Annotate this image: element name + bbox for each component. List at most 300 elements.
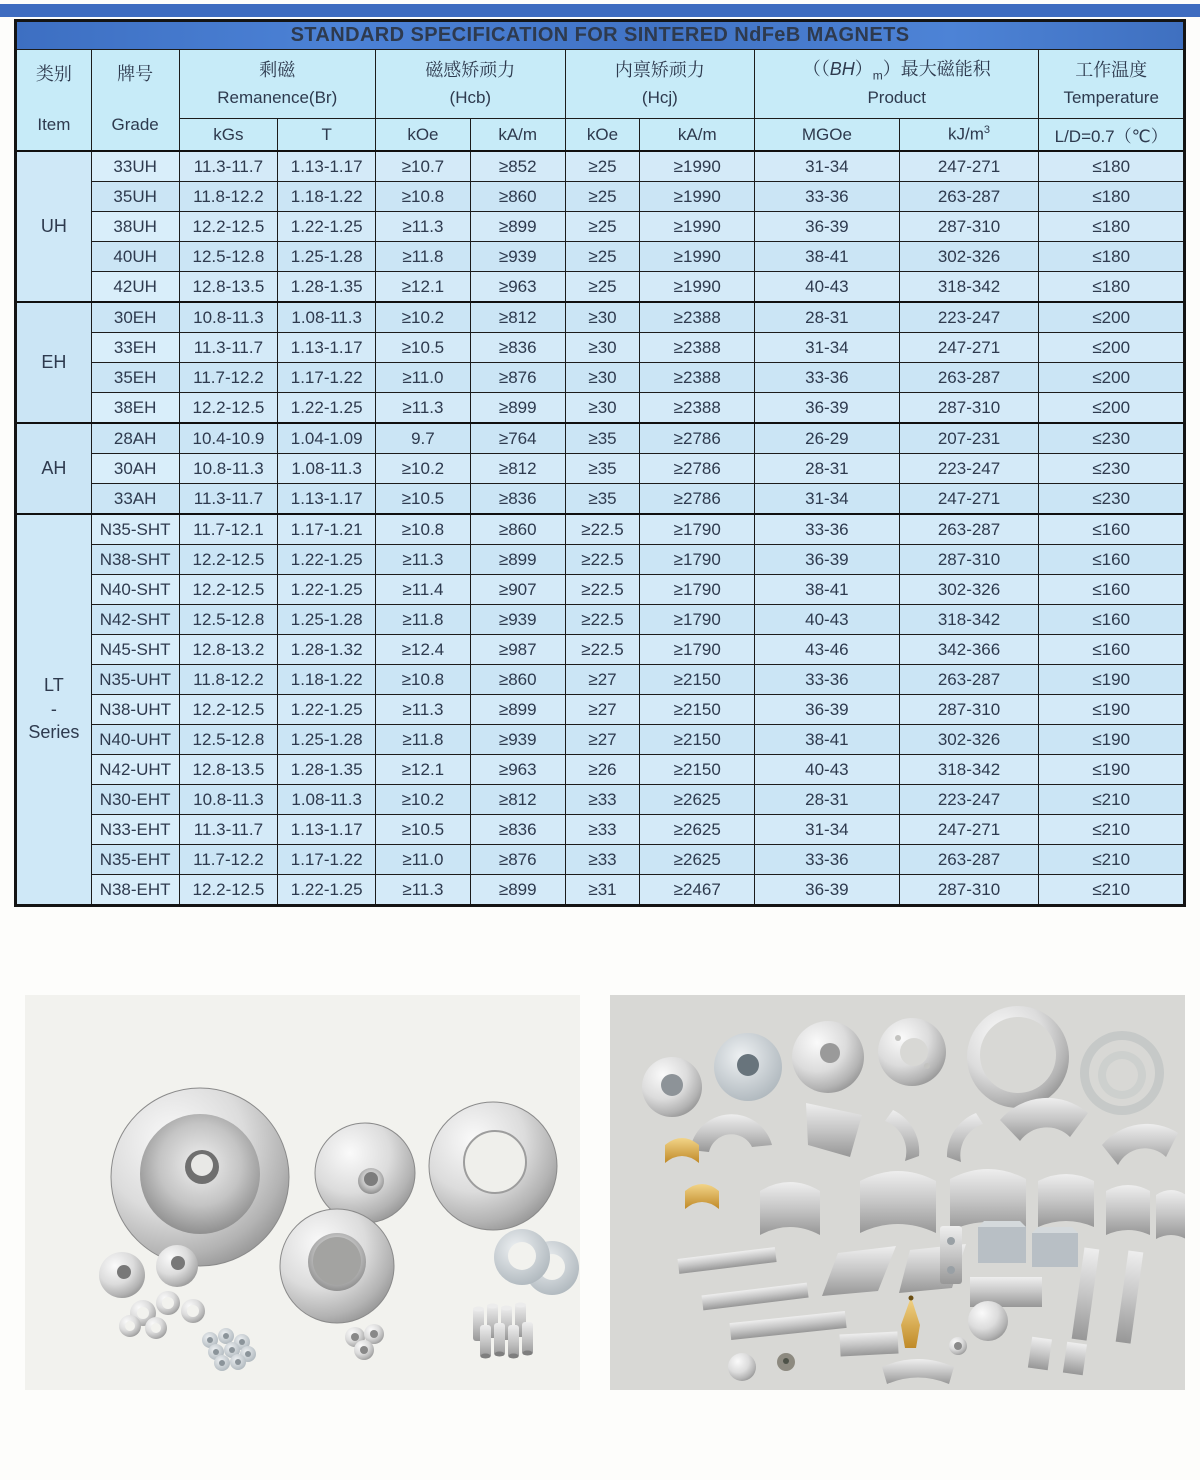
t-cell: 1.25-1.28 bbox=[278, 725, 376, 755]
item-label-en: Item bbox=[37, 115, 71, 135]
hcb-kam-cell: ≥812 bbox=[470, 302, 565, 333]
hcb-koe-cell: ≥11.8 bbox=[376, 725, 471, 755]
spec-row bbox=[16, 363, 1185, 393]
grade-cell: 35UH bbox=[91, 182, 179, 212]
grade-cell: 42UH bbox=[91, 272, 179, 303]
hcb-kam-cell: ≥876 bbox=[470, 363, 565, 393]
hcj-kam-cell: ≥2388 bbox=[640, 333, 755, 363]
item-group-cell bbox=[16, 514, 92, 906]
hcb-koe-cell: ≥11.0 bbox=[376, 363, 471, 393]
col-header-item bbox=[16, 50, 92, 152]
hcb-koe-cell: ≥11.4 bbox=[376, 575, 471, 605]
hcj-kam-cell: ≥1790 bbox=[640, 635, 755, 665]
hcj-koe-cell: ≥27 bbox=[565, 695, 640, 725]
mgoe-cell: 33-36 bbox=[755, 182, 900, 212]
temp-cell: ≤180 bbox=[1039, 272, 1185, 303]
kjm3-cell: 263-287 bbox=[899, 182, 1039, 212]
remanence-label-zh: 剩磁 bbox=[259, 59, 296, 80]
hcj-kam-cell: ≥2388 bbox=[640, 393, 755, 424]
hcb-kam-cell: ≥876 bbox=[470, 845, 565, 875]
hcj-kam-cell: ≥2625 bbox=[640, 785, 755, 815]
hcb-kam-cell: ≥860 bbox=[470, 514, 565, 545]
grade-cell: N42-UHT bbox=[91, 755, 179, 785]
mgoe-cell: 31-34 bbox=[755, 333, 900, 363]
unit-hcb-kam: kA/m bbox=[470, 119, 565, 151]
t-cell: 1.17-1.22 bbox=[278, 363, 376, 393]
hcb-kam-cell: ≥987 bbox=[470, 635, 565, 665]
item-group-cell bbox=[16, 151, 92, 302]
grade-cell: 33UH bbox=[91, 151, 179, 182]
mgoe-cell: 40-43 bbox=[755, 755, 900, 785]
hcj-koe-cell: ≥22.5 bbox=[565, 545, 640, 575]
t-cell: 1.22-1.25 bbox=[278, 875, 376, 906]
hcj-kam-cell: ≥2150 bbox=[640, 665, 755, 695]
kjm3-cell: 318-342 bbox=[899, 755, 1039, 785]
spec-row bbox=[16, 845, 1185, 875]
t-cell: 1.22-1.25 bbox=[278, 575, 376, 605]
table-title: STANDARD SPECIFICATION FOR SINTERED NdFeB MAGNETS bbox=[16, 21, 1185, 50]
t-cell: 1.13-1.17 bbox=[278, 815, 376, 845]
hcj-kam-cell: ≥1990 bbox=[640, 151, 755, 182]
spec-row bbox=[16, 302, 1185, 333]
kgs-cell: 12.8-13.2 bbox=[179, 635, 278, 665]
hcb-koe-cell: ≥10.8 bbox=[376, 665, 471, 695]
unit-hcb-koe: kOe bbox=[376, 119, 471, 151]
hcj-kam-cell: ≥2467 bbox=[640, 875, 755, 906]
mgoe-cell: 43-46 bbox=[755, 635, 900, 665]
hcj-kam-cell: ≥2388 bbox=[640, 363, 755, 393]
hcb-kam-cell: ≥939 bbox=[470, 605, 565, 635]
hcj-kam-cell: ≥1990 bbox=[640, 242, 755, 272]
unit-mgoe: MGOe bbox=[755, 119, 900, 151]
product-label-zh: $((BH)_m)$最大磁能积 bbox=[802, 59, 991, 83]
spec-row bbox=[16, 242, 1185, 272]
grade-cell: N35-UHT bbox=[91, 665, 179, 695]
countersunk-disc-magnet-large bbox=[111, 1088, 289, 1266]
kgs-cell: 12.8-13.5 bbox=[179, 272, 278, 303]
spec-table-body bbox=[16, 151, 1185, 906]
kgs-cell: 11.7-12.2 bbox=[179, 363, 278, 393]
hcb-kam-cell: ≥939 bbox=[470, 242, 565, 272]
ring-magnet-large bbox=[429, 1102, 557, 1230]
hcj-kam-cell: ≥1790 bbox=[640, 514, 755, 545]
item-label-zh: 类别 bbox=[35, 64, 72, 85]
temp-cell: ≤160 bbox=[1039, 545, 1185, 575]
mgoe-cell: 33-36 bbox=[755, 665, 900, 695]
grade-cell: N33-EHT bbox=[91, 815, 179, 845]
hcb-kam-cell: ≥852 bbox=[470, 151, 565, 182]
hcb-koe-cell: ≥10.2 bbox=[376, 302, 471, 333]
hcj-kam-cell: ≥2625 bbox=[640, 845, 755, 875]
temp-cell: ≤160 bbox=[1039, 514, 1185, 545]
hcb-koe-cell: ≥11.8 bbox=[376, 605, 471, 635]
nickel-plated-ring-and-disc-magnets-photo bbox=[25, 995, 580, 1390]
kgs-cell: 11.3-11.7 bbox=[179, 815, 278, 845]
kgs-cell: 10.4-10.9 bbox=[179, 423, 278, 454]
hcb-koe-cell: ≥11.3 bbox=[376, 545, 471, 575]
mgoe-cell: 38-41 bbox=[755, 725, 900, 755]
hcb-kam-cell: ≥812 bbox=[470, 454, 565, 484]
temp-cell: ≤200 bbox=[1039, 302, 1185, 333]
hcb-koe-cell: ≥10.8 bbox=[376, 514, 471, 545]
hcj-koe-cell: ≥27 bbox=[565, 725, 640, 755]
hcb-kam-cell: ≥764 bbox=[470, 423, 565, 454]
spec-row bbox=[16, 454, 1185, 484]
temp-cell: ≤180 bbox=[1039, 212, 1185, 242]
hcb-koe-cell: ≥10.7 bbox=[376, 151, 471, 182]
unit-hcj-koe: kOe bbox=[565, 119, 640, 151]
mgoe-cell: 36-39 bbox=[755, 875, 900, 906]
kgs-cell: 11.7-12.1 bbox=[179, 514, 278, 545]
grade-cell: 38UH bbox=[91, 212, 179, 242]
item-group-label: - bbox=[50, 698, 57, 719]
item-group-cell bbox=[16, 423, 92, 514]
spec-row bbox=[16, 514, 1185, 545]
t-cell: 1.04-1.09 bbox=[278, 423, 376, 454]
kjm3-cell: 302-326 bbox=[899, 575, 1039, 605]
hcb-label-en: (Hcb) bbox=[449, 87, 492, 107]
t-cell: 1.22-1.25 bbox=[278, 545, 376, 575]
hcj-kam-cell: ≥2150 bbox=[640, 755, 755, 785]
hcj-kam-cell: ≥2786 bbox=[640, 484, 755, 515]
hcj-koe-cell: ≥33 bbox=[565, 785, 640, 815]
hcj-kam-cell: ≥2388 bbox=[640, 302, 755, 333]
temp-cell: ≤210 bbox=[1039, 815, 1185, 845]
page-top-border bbox=[0, 4, 1200, 17]
temp-cell: ≤160 bbox=[1039, 635, 1185, 665]
grade-cell: N38-UHT bbox=[91, 695, 179, 725]
hcj-koe-cell: ≥25 bbox=[565, 212, 640, 242]
mgoe-cell: 31-34 bbox=[755, 815, 900, 845]
hcj-kam-cell: ≥1790 bbox=[640, 605, 755, 635]
hcj-label-en: (Hcj) bbox=[641, 87, 678, 107]
mgoe-cell: 40-43 bbox=[755, 605, 900, 635]
kgs-cell: 12.2-12.5 bbox=[179, 545, 278, 575]
t-cell: 1.08-11.3 bbox=[278, 302, 376, 333]
spec-row bbox=[16, 333, 1185, 363]
hcj-kam-cell: ≥2625 bbox=[640, 815, 755, 845]
spec-row bbox=[16, 755, 1185, 785]
temp-cell: ≤210 bbox=[1039, 785, 1185, 815]
spec-row bbox=[16, 785, 1185, 815]
col-header-grade bbox=[91, 50, 179, 152]
spec-row bbox=[16, 605, 1185, 635]
temp-cell: ≤200 bbox=[1039, 333, 1185, 363]
hcj-koe-cell: ≥35 bbox=[565, 454, 640, 484]
kjm3-cell: 223-247 bbox=[899, 302, 1039, 333]
grade-label-zh: 牌号 bbox=[117, 64, 154, 85]
hcb-koe-cell: ≥10.5 bbox=[376, 815, 471, 845]
temp-cell: ≤160 bbox=[1039, 605, 1185, 635]
t-cell: 1.13-1.17 bbox=[278, 151, 376, 182]
temp-cell: ≤180 bbox=[1039, 242, 1185, 272]
grade-cell: N45-SHT bbox=[91, 635, 179, 665]
kgs-cell: 12.2-12.5 bbox=[179, 212, 278, 242]
spec-row bbox=[16, 725, 1185, 755]
grade-cell: 35EH bbox=[91, 363, 179, 393]
hcj-koe-cell: ≥22.5 bbox=[565, 605, 640, 635]
mgoe-cell: 33-36 bbox=[755, 363, 900, 393]
t-cell: 1.25-1.28 bbox=[278, 242, 376, 272]
kgs-cell: 10.8-11.3 bbox=[179, 454, 278, 484]
kjm3-cell: 247-271 bbox=[899, 151, 1039, 182]
grade-cell: N38-SHT bbox=[91, 545, 179, 575]
kgs-cell: 11.8-12.2 bbox=[179, 182, 278, 212]
unit-ld-temp: L/D=0.7（℃） bbox=[1039, 119, 1185, 151]
kgs-cell: 11.3-11.7 bbox=[179, 484, 278, 515]
mgoe-cell: 36-39 bbox=[755, 393, 900, 424]
hcb-koe-cell: ≥10.5 bbox=[376, 333, 471, 363]
item-group-label: AH bbox=[41, 457, 67, 478]
kgs-cell: 12.2-12.5 bbox=[179, 575, 278, 605]
hcb-koe-cell: ≥11.3 bbox=[376, 212, 471, 242]
kgs-cell: 12.5-12.8 bbox=[179, 725, 278, 755]
mgoe-cell: 36-39 bbox=[755, 695, 900, 725]
spec-row bbox=[16, 545, 1185, 575]
item-group-label: UH bbox=[40, 215, 67, 236]
spec-row bbox=[16, 484, 1185, 515]
hcb-kam-cell: ≥899 bbox=[470, 212, 565, 242]
mgoe-cell: 36-39 bbox=[755, 545, 900, 575]
temperature-label-en: Temperature bbox=[1063, 87, 1159, 107]
hcb-kam-cell: ≥836 bbox=[470, 333, 565, 363]
spec-row bbox=[16, 875, 1185, 906]
t-cell: 1.08-11.3 bbox=[278, 454, 376, 484]
temp-cell: ≤210 bbox=[1039, 845, 1185, 875]
hcj-koe-cell: ≥30 bbox=[565, 363, 640, 393]
kgs-cell: 12.5-12.8 bbox=[179, 605, 278, 635]
mgoe-cell: 26-29 bbox=[755, 423, 900, 454]
hcj-koe-cell: ≥22.5 bbox=[565, 635, 640, 665]
hcj-koe-cell: ≥33 bbox=[565, 845, 640, 875]
unit-kjm3: $kJ/m^3$ bbox=[899, 119, 1039, 151]
spec-row bbox=[16, 393, 1185, 424]
hcb-koe-cell: 9.7 bbox=[376, 423, 471, 454]
hcb-koe-cell: ≥10.2 bbox=[376, 785, 471, 815]
t-cell: 1.13-1.17 bbox=[278, 484, 376, 515]
kjm3-cell: 263-287 bbox=[899, 514, 1039, 545]
hcj-koe-cell: ≥30 bbox=[565, 393, 640, 424]
hcj-koe-cell: ≥25 bbox=[565, 242, 640, 272]
kjm3-cell: 287-310 bbox=[899, 212, 1039, 242]
kgs-cell: 11.3-11.7 bbox=[179, 333, 278, 363]
mgoe-cell: 36-39 bbox=[755, 212, 900, 242]
grade-cell: N40-SHT bbox=[91, 575, 179, 605]
hcb-kam-cell: ≥939 bbox=[470, 725, 565, 755]
hcb-koe-cell: ≥12.4 bbox=[376, 635, 471, 665]
temp-cell: ≤230 bbox=[1039, 454, 1185, 484]
disc-magnet-with-hole bbox=[315, 1123, 415, 1223]
hcj-kam-cell: ≥2150 bbox=[640, 725, 755, 755]
temperature-label-zh: 工作温度 bbox=[1075, 59, 1148, 80]
hcj-kam-cell: ≥1790 bbox=[640, 575, 755, 605]
hcj-koe-cell: ≥30 bbox=[565, 302, 640, 333]
hcj-koe-cell: ≥22.5 bbox=[565, 514, 640, 545]
mgoe-cell: 28-31 bbox=[755, 454, 900, 484]
kgs-cell: 12.5-12.8 bbox=[179, 242, 278, 272]
t-cell: 1.22-1.25 bbox=[278, 695, 376, 725]
kjm3-cell: 302-326 bbox=[899, 725, 1039, 755]
t-cell: 1.28-1.35 bbox=[278, 272, 376, 303]
t-cell: 1.18-1.22 bbox=[278, 182, 376, 212]
t-cell: 1.28-1.32 bbox=[278, 635, 376, 665]
unit-tesla: T bbox=[278, 119, 376, 151]
kgs-cell: 12.2-12.5 bbox=[179, 875, 278, 906]
temp-cell: ≤230 bbox=[1039, 484, 1185, 515]
remanence-label-en: Remanence(Br) bbox=[217, 87, 338, 107]
unit-hcj-kam: kA/m bbox=[640, 119, 755, 151]
temp-cell: ≤210 bbox=[1039, 875, 1185, 906]
hcj-koe-cell: ≥26 bbox=[565, 755, 640, 785]
hcb-kam-cell: ≥899 bbox=[470, 875, 565, 906]
temp-cell: ≤180 bbox=[1039, 151, 1185, 182]
grade-cell: N30-EHT bbox=[91, 785, 179, 815]
hcb-kam-cell: ≥963 bbox=[470, 272, 565, 303]
temp-cell: ≤190 bbox=[1039, 725, 1185, 755]
spec-row bbox=[16, 635, 1185, 665]
spec-row bbox=[16, 272, 1185, 303]
grade-cell: 30EH bbox=[91, 302, 179, 333]
item-group-label: EH bbox=[41, 351, 67, 372]
hcb-kam-cell: ≥836 bbox=[470, 484, 565, 515]
hcb-koe-cell: ≥10.8 bbox=[376, 182, 471, 212]
hcb-kam-cell: ≥899 bbox=[470, 545, 565, 575]
grade-cell: N38-EHT bbox=[91, 875, 179, 906]
hcj-koe-cell: ≥30 bbox=[565, 333, 640, 363]
kjm3-cell: 207-231 bbox=[899, 423, 1039, 454]
ring-magnet-medium bbox=[280, 1209, 394, 1323]
hcb-koe-cell: ≥10.5 bbox=[376, 484, 471, 515]
t-cell: 1.22-1.25 bbox=[278, 393, 376, 424]
mgoe-cell: 38-41 bbox=[755, 242, 900, 272]
spec-row bbox=[16, 151, 1185, 182]
t-cell: 1.18-1.22 bbox=[278, 665, 376, 695]
col-header-product bbox=[755, 50, 1039, 119]
col-header-remanence bbox=[179, 50, 375, 119]
kgs-cell: 12.2-12.5 bbox=[179, 695, 278, 725]
hcb-koe-cell: ≥12.1 bbox=[376, 272, 471, 303]
hcj-koe-cell: ≥35 bbox=[565, 484, 640, 515]
spec-row bbox=[16, 815, 1185, 845]
spec-row bbox=[16, 665, 1185, 695]
kjm3-cell: 318-342 bbox=[899, 605, 1039, 635]
grade-cell: N35-EHT bbox=[91, 845, 179, 875]
mgoe-cell: 40-43 bbox=[755, 272, 900, 303]
hcb-kam-cell: ≥907 bbox=[470, 575, 565, 605]
t-cell: 1.17-1.21 bbox=[278, 514, 376, 545]
kjm3-cell: 287-310 bbox=[899, 875, 1039, 906]
t-cell: 1.17-1.22 bbox=[278, 845, 376, 875]
mgoe-cell: 33-36 bbox=[755, 845, 900, 875]
hcb-koe-cell: ≥12.1 bbox=[376, 755, 471, 785]
mgoe-cell: 28-31 bbox=[755, 785, 900, 815]
spec-row bbox=[16, 182, 1185, 212]
temp-cell: ≤190 bbox=[1039, 695, 1185, 725]
hcj-kam-cell: ≥1990 bbox=[640, 272, 755, 303]
hcj-koe-cell: ≥31 bbox=[565, 875, 640, 906]
hcj-koe-cell: ≥25 bbox=[565, 272, 640, 303]
spec-row bbox=[16, 212, 1185, 242]
hcb-kam-cell: ≥812 bbox=[470, 785, 565, 815]
temp-cell: ≤160 bbox=[1039, 575, 1185, 605]
grade-cell: N35-SHT bbox=[91, 514, 179, 545]
t-cell: 1.08-11.3 bbox=[278, 785, 376, 815]
t-cell: 1.25-1.28 bbox=[278, 605, 376, 635]
kjm3-cell: 287-310 bbox=[899, 545, 1039, 575]
temp-cell: ≤200 bbox=[1039, 393, 1185, 424]
t-cell: 1.22-1.25 bbox=[278, 212, 376, 242]
hcb-kam-cell: ≥860 bbox=[470, 665, 565, 695]
kjm3-cell: 223-247 bbox=[899, 454, 1039, 484]
hcj-koe-cell: ≥22.5 bbox=[565, 575, 640, 605]
t-cell: 1.28-1.35 bbox=[278, 755, 376, 785]
item-group-cell bbox=[16, 302, 92, 423]
kgs-cell: 10.8-11.3 bbox=[179, 302, 278, 333]
kjm3-cell: 342-366 bbox=[899, 635, 1039, 665]
mgoe-cell: 38-41 bbox=[755, 575, 900, 605]
hcj-koe-cell: ≥25 bbox=[565, 182, 640, 212]
hcj-kam-cell: ≥2150 bbox=[640, 695, 755, 725]
hcj-koe-cell: ≥35 bbox=[565, 423, 640, 454]
hcj-kam-cell: ≥2786 bbox=[640, 454, 755, 484]
kjm3-cell: 287-310 bbox=[899, 393, 1039, 424]
grade-cell: 30AH bbox=[91, 454, 179, 484]
temp-cell: ≤230 bbox=[1039, 423, 1185, 454]
kjm3-cell: 318-342 bbox=[899, 272, 1039, 303]
mgoe-cell: 31-34 bbox=[755, 484, 900, 515]
hcj-koe-cell: ≥25 bbox=[565, 151, 640, 182]
assorted-sintered-magnet-shapes-photo bbox=[610, 995, 1185, 1390]
item-group-label: Series bbox=[28, 722, 80, 743]
hcb-kam-cell: ≥899 bbox=[470, 393, 565, 424]
grade-label-en: Grade bbox=[111, 115, 159, 135]
hcb-kam-cell: ≥836 bbox=[470, 815, 565, 845]
kjm3-cell: 247-271 bbox=[899, 333, 1039, 363]
grade-cell: 40UH bbox=[91, 242, 179, 272]
mgoe-cell: 28-31 bbox=[755, 302, 900, 333]
product-label-en: Product bbox=[867, 88, 927, 108]
col-header-hcb bbox=[376, 50, 566, 119]
hcb-koe-cell: ≥11.3 bbox=[376, 695, 471, 725]
hcj-koe-cell: ≥33 bbox=[565, 815, 640, 845]
grade-cell: 28AH bbox=[91, 423, 179, 454]
kjm3-cell: 287-310 bbox=[899, 695, 1039, 725]
grade-cell: N42-SHT bbox=[91, 605, 179, 635]
hcb-koe-cell: ≥10.2 bbox=[376, 454, 471, 484]
hcj-kam-cell: ≥2786 bbox=[640, 423, 755, 454]
hcb-koe-cell: ≥11.3 bbox=[376, 393, 471, 424]
unit-kgs: kGs bbox=[179, 119, 278, 151]
col-header-hcj bbox=[565, 50, 754, 119]
hcj-label-zh: 内禀矫顽力 bbox=[614, 59, 705, 80]
kjm3-cell: 263-287 bbox=[899, 845, 1039, 875]
grade-cell: N40-UHT bbox=[91, 725, 179, 755]
kjm3-cell: 263-287 bbox=[899, 665, 1039, 695]
spec-row bbox=[16, 575, 1185, 605]
hcb-koe-cell: ≥11.0 bbox=[376, 845, 471, 875]
hcb-kam-cell: ≥963 bbox=[470, 755, 565, 785]
temp-cell: ≤200 bbox=[1039, 363, 1185, 393]
grade-cell: 33EH bbox=[91, 333, 179, 363]
hcb-kam-cell: ≥860 bbox=[470, 182, 565, 212]
hcb-koe-cell: ≥11.8 bbox=[376, 242, 471, 272]
kjm3-cell: 302-326 bbox=[899, 242, 1039, 272]
cylinder-magnets-group bbox=[473, 1303, 533, 1359]
temp-cell: ≤180 bbox=[1039, 182, 1185, 212]
hcb-label-zh: 磁感矫顽力 bbox=[425, 59, 516, 80]
t-cell: 1.13-1.17 bbox=[278, 333, 376, 363]
hcj-kam-cell: ≥1790 bbox=[640, 545, 755, 575]
